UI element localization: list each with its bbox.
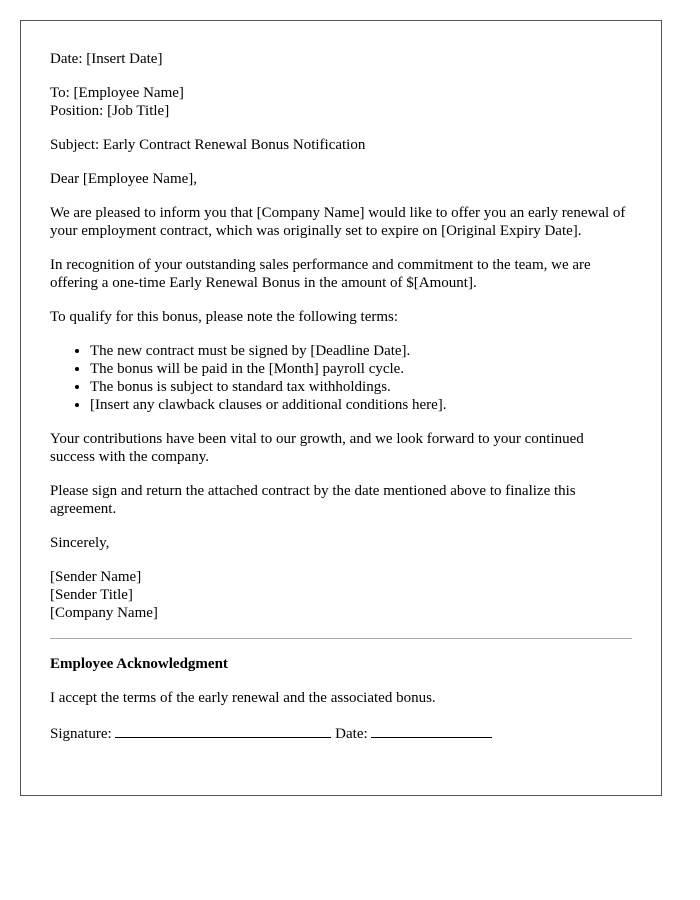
signature-label: Signature: xyxy=(50,726,112,742)
date-label: Date: xyxy=(335,726,368,742)
recipient-position: Position: [Job Title] xyxy=(50,103,170,119)
list-item: • [Insert any clawback clauses or additional conditions here]. xyxy=(90,396,632,414)
list-item: • The new contract must be signed by [Deadline Date]. xyxy=(90,342,632,360)
letter-subject: Subject: Early Contract Renewal Bonus Notification xyxy=(50,137,366,153)
letter-document xyxy=(20,20,662,796)
paragraph-contributions: Your contributions have been vital to our growth, and we look forward to your continued success with the company. xyxy=(50,431,584,465)
acknowledgment-text: I accept the terms of the early renewal and the associated bonus. xyxy=(50,690,436,706)
sender-name: [Sender Name] xyxy=(50,569,142,585)
list-item: • The bonus is subject to standard tax withholdings. xyxy=(90,378,632,396)
signature-row xyxy=(50,723,632,743)
section-divider xyxy=(50,638,632,639)
recipient-name: To: [Employee Name] xyxy=(50,85,184,101)
signature-line[interactable] xyxy=(115,723,331,738)
sender-title: [Sender Title] xyxy=(50,587,133,603)
paragraph-return-contract: Please sign and return the attached contract by the date mentioned above to finalize this agreement. xyxy=(50,483,576,517)
letter-date: Date: [Insert Date] xyxy=(50,51,163,67)
closing-sincerely: Sincerely, xyxy=(50,535,110,551)
paragraph-offer: We are pleased to inform you that [Company Name] would like to offer you an early renewal of your employment contract, which was originally set to expire on [Original Expiry Date]. xyxy=(50,205,626,239)
list-item: • The bonus will be paid in the [Month] payroll cycle. xyxy=(90,360,632,378)
date-line[interactable] xyxy=(371,723,492,738)
terms-list xyxy=(50,342,632,414)
paragraph-terms-intro: To qualify for this bonus, please note the following terms: xyxy=(50,309,399,325)
sender-company: [Company Name] xyxy=(50,605,158,621)
acknowledgment-title: Employee Acknowledgment xyxy=(50,656,228,672)
paragraph-bonus: In recognition of your outstanding sales performance and commitment to the team, we are offering a one-time Early Renewal Bonus in the amount of $[Amount]. xyxy=(50,257,591,291)
sender-block xyxy=(50,568,632,622)
recipient-block xyxy=(50,84,632,120)
salutation: Dear [Employee Name], xyxy=(50,171,198,187)
